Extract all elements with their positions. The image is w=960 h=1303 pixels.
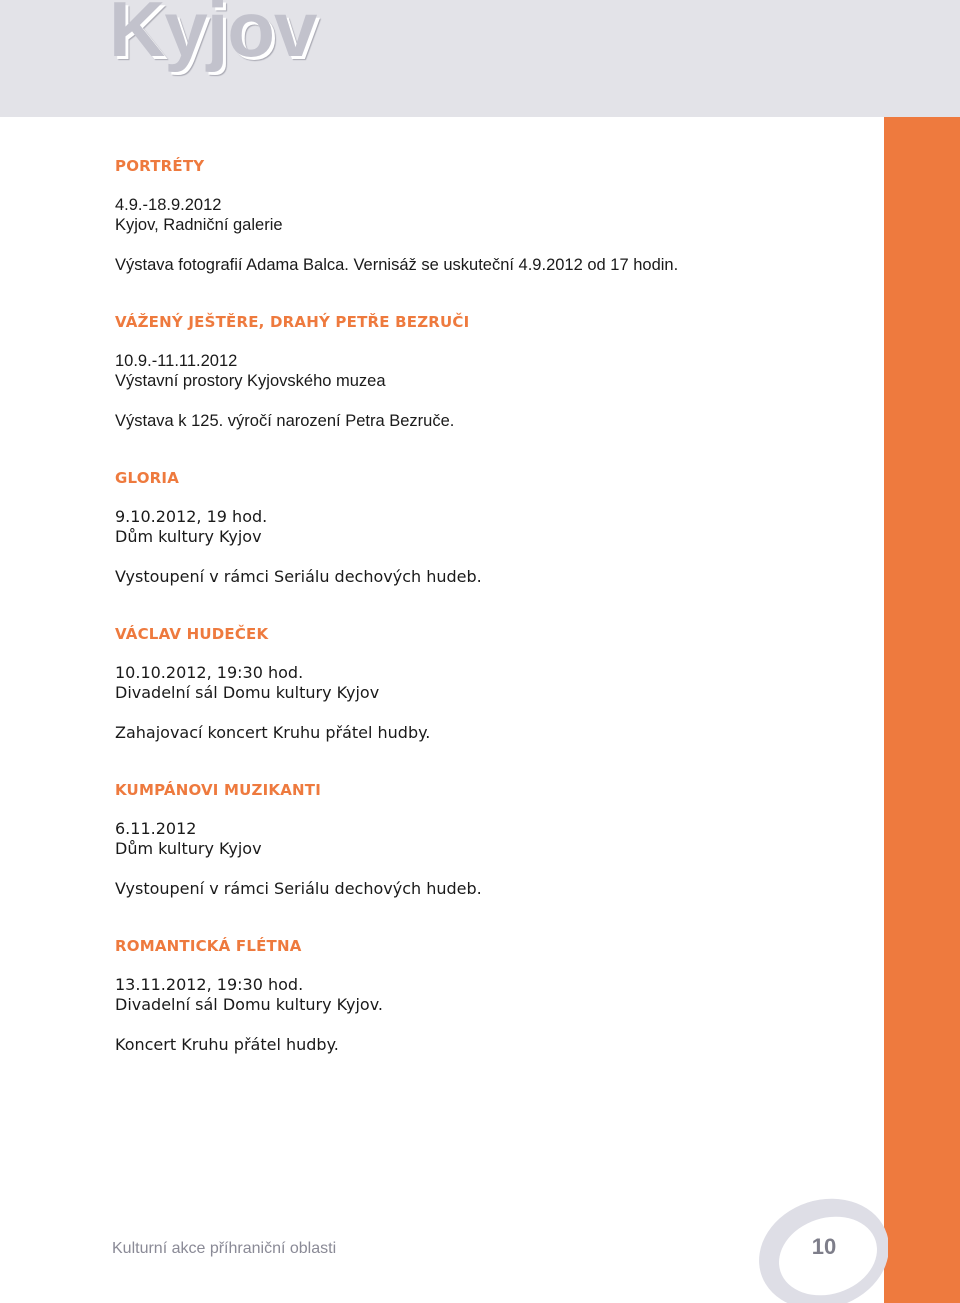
event-place: Dům kultury Kyjov — [115, 839, 262, 858]
event-title: GLORIA — [115, 469, 180, 487]
event-list — [115, 156, 855, 1092]
event-title: ROMANTICKÁ FLÉTNA — [115, 937, 302, 955]
event-date: 10.9.-11.11.2012 — [115, 352, 238, 370]
event-item — [115, 312, 855, 431]
event-date: 13.11.2012, 19:30 hod. — [115, 975, 304, 994]
footer-text: Kulturní akce příhraniční oblasti — [112, 1240, 337, 1257]
event-description: Koncert Kruhu přátel hudby. — [115, 1035, 339, 1054]
event-place: Dům kultury Kyjov — [115, 527, 262, 546]
event-date: 10.10.2012, 19:30 hod. — [115, 663, 304, 682]
event-date: 4.9.-18.9.2012 — [115, 196, 222, 214]
event-description: Vystoupení v rámci Seriálu dechových hudeb. — [115, 567, 482, 586]
event-place: Kyjov, Radniční galerie — [115, 216, 283, 234]
event-date: 9.10.2012, 19 hod. — [115, 507, 268, 526]
page-title: Kyjov — [109, 0, 317, 73]
page-number: 10 — [811, 1234, 837, 1259]
event-item — [115, 156, 855, 275]
event-place: Výstavní prostory Kyjovského muzea — [115, 372, 386, 390]
event-title: PORTRÉTY — [115, 157, 205, 175]
event-description: Výstava k 125. výročí narození Petra Bezruče. — [115, 412, 455, 430]
event-item — [115, 780, 855, 899]
event-title: VÁŽENÝ JEŠTĚRE, DRAHÝ PETŘE BEZRUČI — [115, 313, 470, 331]
event-title: KUMPÁNOVI MUZIKANTI — [115, 781, 321, 799]
event-title: VÁCLAV HUDEČEK — [115, 625, 269, 643]
side-accent-bar — [884, 117, 960, 1303]
event-item — [115, 936, 855, 1055]
event-description: Zahajovací koncert Kruhu přátel hudby. — [115, 723, 431, 742]
event-description: Výstava fotografií Adama Balca. Vernisáž se uskuteční 4.9.2012 od 17 hodin. — [115, 256, 679, 274]
event-place: Divadelní sál Domu kultury Kyjov — [115, 683, 380, 702]
event-date: 6.11.2012 — [115, 819, 197, 838]
event-item — [115, 624, 855, 743]
event-place: Divadelní sál Domu kultury Kyjov. — [115, 995, 383, 1014]
event-description: Vystoupení v rámci Seriálu dechových hudeb. — [115, 879, 482, 898]
event-item — [115, 468, 855, 587]
